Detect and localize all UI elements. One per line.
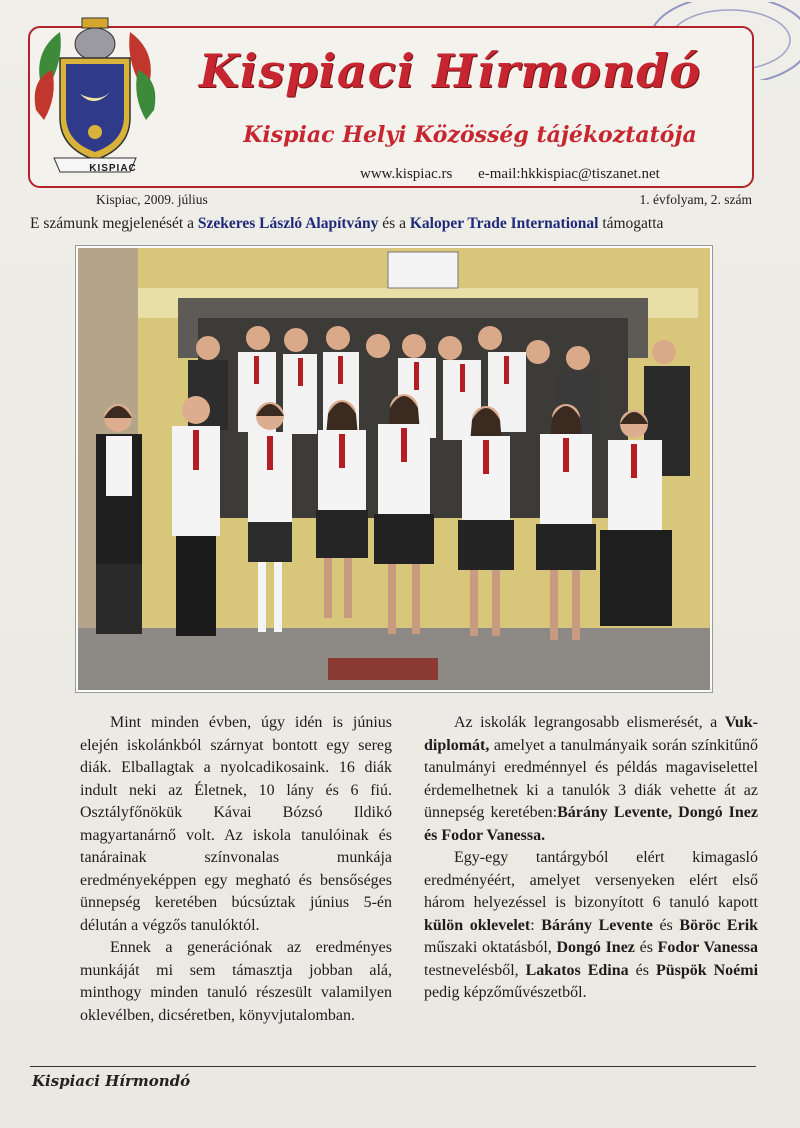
sponsor-middle: és a xyxy=(382,215,406,232)
diploma-recipients: Bárány Levente, Dongó Inez és Fodor Vanessa. xyxy=(424,804,758,844)
text-run: testnevelésből, xyxy=(424,961,519,979)
student-name: Lakatos Edina xyxy=(525,961,629,979)
student-name: Fodor Vanessa xyxy=(657,939,759,956)
newsletter-title: Kispiaci Hírmondó xyxy=(198,44,702,98)
footer-divider xyxy=(30,1066,756,1067)
sponsor-prefix: E számunk megjelenését a xyxy=(30,215,194,232)
text-run: : xyxy=(530,916,535,934)
article-paragraph: Ennek a generációnak az eredményes munkáját mi sem támasztja jobban alá, minthogy minden tanuló részesült valamilyen oklevélben, dicséretben, könyvjutalomban. xyxy=(80,939,392,1024)
sponsor-line xyxy=(30,215,770,233)
coat-of-arms-icon xyxy=(30,10,160,176)
text-run: Az iskolák legrangosabb elismerését, a xyxy=(454,714,718,731)
special-certificate-term: külön oklevelet xyxy=(424,916,531,934)
student-name: Böröc Erik xyxy=(679,916,759,934)
student-name: Püspök Noémi xyxy=(655,961,759,979)
student-name: Dongó Inez xyxy=(556,939,635,956)
text-run: és xyxy=(659,916,673,934)
sponsor-suffix: támogatta xyxy=(602,215,664,232)
article-paragraph xyxy=(424,847,758,1005)
issue-date: Kispiac, 2009. július xyxy=(96,192,208,207)
article-paragraph xyxy=(424,712,758,847)
website-link[interactable]: www.kispiac.rs xyxy=(360,166,453,182)
sponsor-2: Kaloper Trade International xyxy=(409,215,599,232)
text-run: Egy-egy tantárgyból elért kimagasló eredményéért, amelyet versenyeken elért első három helyezéssel is bizonyított 6 tanuló kapott xyxy=(424,849,758,911)
article-column-right xyxy=(424,712,758,1005)
email-link[interactable]: e-mail:hkkispiac@tiszanet.net xyxy=(478,166,660,182)
crest-label: KISPIAC xyxy=(89,163,137,174)
sponsor-1: Szekeres László Alapítvány xyxy=(197,215,379,232)
text-run: pedig képzőművészetből. xyxy=(424,984,587,1001)
article-paragraph: Mint minden évben, úgy idén is június elején iskolánkból szárnyat bontott egy sereg diák. Elballagtak a nyolcadikosaink. 16 diák indult neki az Életnek, 10 lány és 6 fiú. Osztályfőnökük Kávai Bózsó Ildikó magyartanárnő volt. Az iskola tanulóinak és tanárainak színvonalas munkája eredményeképpen egy megható és bensőséges ünnepség keretében búcsúztak június 5-én délután a végzős tanulóktól. xyxy=(80,714,392,934)
text-run: amelyet a tanulmányaik során színkitűnő tanulmányi eredménnyel és példás magaviselettel érdemelhetnek ki a tanulók 3 diák vehette át az ünnepség keretében: xyxy=(424,736,758,821)
issue-number: 1. évfolyam, 2. szám xyxy=(639,192,752,207)
article-column-left xyxy=(80,712,392,1027)
text-run: műszaki oktatásból, xyxy=(424,939,552,956)
student-name: Bárány Levente xyxy=(541,916,653,934)
text-run: és xyxy=(639,939,653,956)
vuk-diploma-term: Vuk-diplomát, xyxy=(424,714,759,754)
newsletter-subtitle: Kispiac Helyi Közösség tájékoztatója xyxy=(243,122,697,148)
graduation-group-photo xyxy=(76,246,712,692)
text-run: és xyxy=(635,961,649,979)
footer-title: Kispiaci Hírmondó xyxy=(32,1072,191,1090)
contact-line xyxy=(360,166,750,183)
